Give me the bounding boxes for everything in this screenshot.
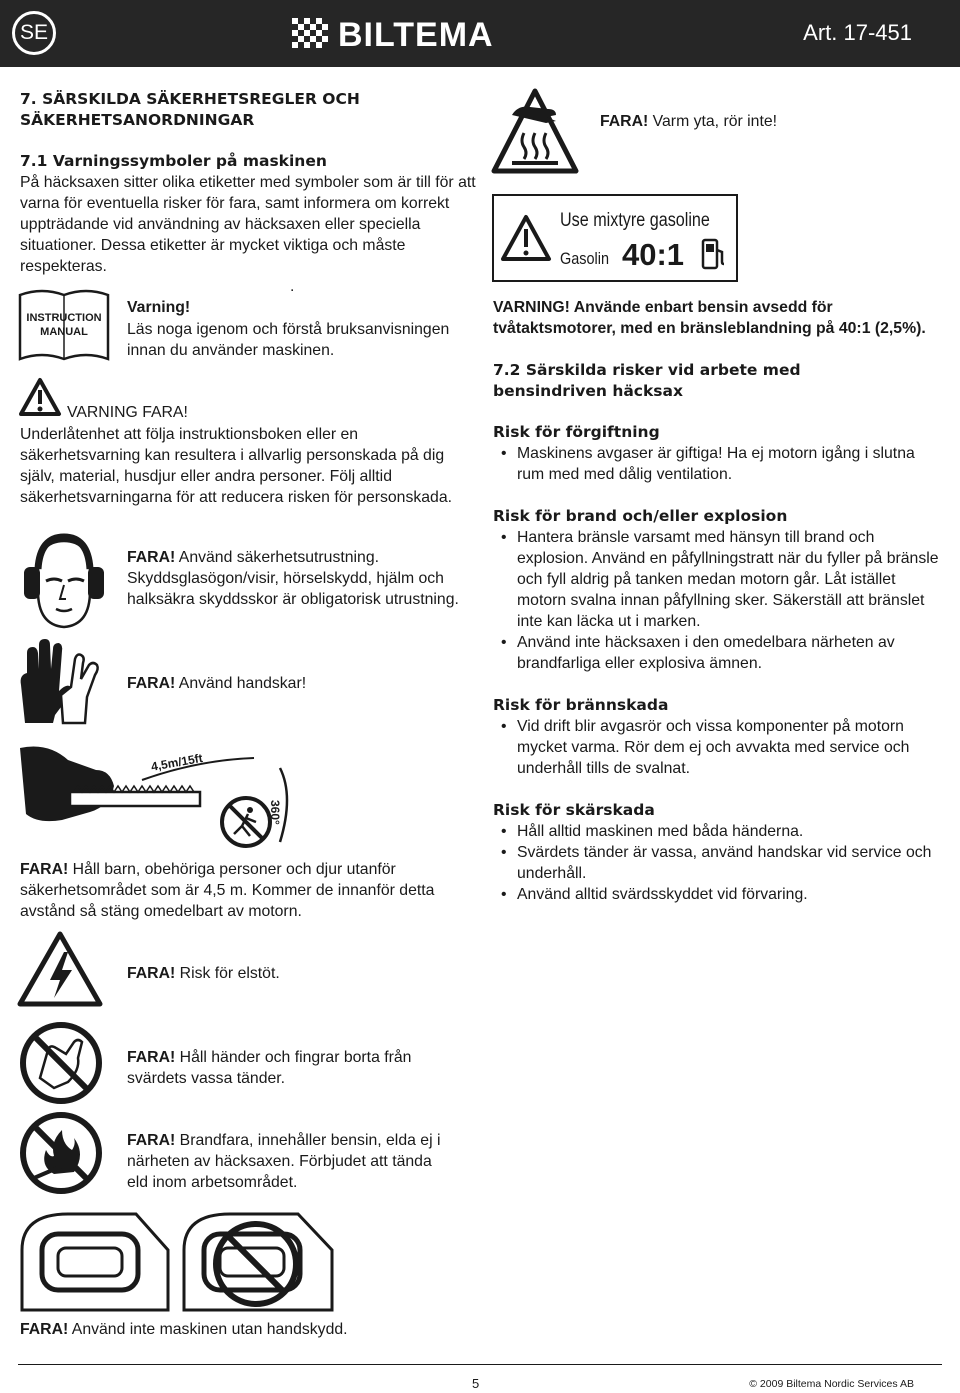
stray-dot: .: [290, 278, 295, 295]
distance-text: [20, 859, 480, 922]
risk-item: • Använd alltid svärdsskyddet vid förvaring.: [493, 884, 943, 905]
electric-shock-icon: [16, 930, 104, 1008]
checkered-flag-icon: [292, 18, 332, 48]
subsection-title-7-2: 7.2 Särskilda risker vid arbete med bensindriven häcksax: [493, 361, 801, 400]
risk-item: • Maskinens avgaser är giftiga! Ha ej motorn igång i slutna rum med med dålig ventilation.: [493, 443, 943, 485]
hands-text: [127, 1047, 472, 1089]
hot-label: FARA!: [600, 113, 649, 130]
svg-text:MANUAL: MANUAL: [40, 326, 88, 338]
distance-label: 4,5m/15ft: [150, 750, 204, 774]
shock-text: [127, 963, 280, 984]
fuel-warning-triangle-icon: [500, 214, 552, 262]
page-header: [0, 0, 960, 67]
equipment-desc: Använd säkerhetsutrustning. Skyddsglasögon/visir, hörselskydd, hjälm och halksäkra skyddsskor är obligatorisk utrustning.: [127, 549, 459, 608]
angle-label: 360°: [268, 800, 282, 825]
shock-desc: Risk för elstöt.: [175, 965, 280, 982]
hot-desc: Varm yta, rör inte!: [648, 113, 778, 130]
equipment-text: [127, 547, 477, 610]
distance-desc: Håll barn, obehöriga personer och djur utanför säkerhetsområdet som är 4,5 m. Kommer de innanför detta avstånd så stäng omedelbart av motorn.: [20, 861, 435, 920]
risk-title: Risk för brännskada: [493, 696, 669, 714]
risk-item: • Vid drift blir avgasrör och vissa komponenter på motorn mycket varma. Rör dem ej och avvakta med service och underhåll tills de svalnat.: [493, 716, 943, 779]
intro-paragraph: På häcksaxen sitter olika etiketter med symboler som är till för att varna för eventuella risker för fara, samt informera om korrekt uppträdande vid användning av häcksaxen eller speciella situationer. Dessa etiketter är mycket viktiga och måste respekteras.: [20, 174, 476, 275]
warning-paragraph: Underlåtenhet att följa instruktionsboken eller en säkerhetsvarning kan resultera i allvarlig personskada på dig själv, material, husdjur eller andra personer. Följ alltid säkerhetsvarningarna för att reducera risken för personskada.: [20, 426, 453, 506]
shock-label: FARA!: [127, 965, 176, 982]
risk-title: Risk för brand och/eller explosion: [493, 507, 788, 525]
fire-text: [127, 1130, 457, 1193]
manual-warning-text: Läs noga igenom och förstå bruksanvisningen innan du använder maskinen.: [127, 321, 450, 359]
manual-warning-label: Varning!: [127, 299, 191, 316]
guard-label: FARA!: [20, 1321, 69, 1338]
warning-heading: VARNING FARA!: [67, 404, 188, 421]
risk-list: [493, 527, 943, 674]
subsection-title-7-1: 7.1 Varningssymboler på maskinen: [20, 152, 327, 170]
hand-guard-icon: [18, 1210, 338, 1315]
fire-label: FARA!: [127, 1132, 176, 1149]
risk-list: [493, 821, 943, 905]
article-number: Art. 17-451: [803, 20, 912, 45]
guard-desc: Använd inte maskinen utan handskydd.: [68, 1321, 348, 1338]
risk-item: • Använd inte häcksaxen i den omedelbara närheten av brandfarliga eller explosiva ämnen.: [493, 632, 943, 674]
copyright: © 2009 Biltema Nordic Services AB: [749, 1378, 914, 1390]
gloves-desc: Använd handskar!: [175, 675, 307, 692]
svg-text:INSTRUCTION: INSTRUCTION: [26, 312, 102, 324]
risk-title: Risk för skärskada: [493, 801, 655, 819]
hands-desc: Håll händer och fingrar borta från svärdets vassa tänder.: [127, 1049, 412, 1087]
risk-title: Risk för förgiftning: [493, 423, 660, 441]
instruction-manual-icon: [18, 287, 110, 361]
guard-text: [20, 1319, 348, 1340]
fuel-sign-ratio: 40:1: [622, 237, 685, 272]
language-badge: SE: [12, 11, 56, 55]
fuel-sign-line1: Use mixtyre gasoline: [560, 210, 710, 231]
brand-logo: BILTEMA: [338, 16, 494, 54]
risk-list: [493, 716, 943, 779]
risk-item: • Hantera bränsle varsamt med hänsyn till brand och explosion. Använd en påfyllningstratt när du fyller på bränsle och fyll aldrig på tanken medan motorn går. Låt istället motorn svalna innan påfyllning sker. Säkerställ att bränslet inte kan läcka ut i marken.: [493, 527, 943, 632]
hot-surface-icon: [490, 87, 580, 175]
fuel-warning: VARNING! Använde enbart bensin avsedd för tvåtaktsmotorer, med en bränsleblandning på 40:1 (2,5%).: [493, 299, 926, 337]
fuel-sign-line2: Gasolin: [560, 249, 609, 268]
gloves-text: [127, 673, 306, 694]
page-number: 5: [472, 1376, 480, 1391]
gloves-icon: [15, 635, 103, 729]
risk-list: [493, 443, 943, 485]
hands-label: FARA!: [127, 1049, 176, 1066]
no-hands-icon: [18, 1020, 104, 1106]
no-fire-icon: [18, 1110, 104, 1196]
risk-item: • Håll alltid maskinen med båda händerna.: [493, 821, 943, 842]
fuel-pump-icon: [700, 236, 728, 270]
fire-desc: Brandfara, innehåller bensin, elda ej i närheten av häcksaxen. Förbjudet att tända eld inom arbetsområdet.: [127, 1132, 441, 1191]
footer-divider: [18, 1364, 942, 1365]
fuel-sign: [492, 194, 738, 282]
hot-surface-text: [600, 111, 777, 132]
risk-item: • Svärdets tänder är vassa, använd handskar vid service och underhåll.: [493, 842, 943, 884]
warning-triangle-icon: [18, 377, 62, 417]
section-title: 7. SÄRSKILDA SÄKERHETSREGLER OCH SÄKERHETSANORDNINGAR: [20, 90, 360, 129]
equipment-label: FARA!: [127, 549, 176, 566]
distance-warning-label: FARA!: [20, 861, 69, 878]
gloves-label: FARA!: [127, 675, 176, 692]
protective-equipment-icon: [18, 533, 110, 631]
risk-sections: [493, 422, 943, 905]
